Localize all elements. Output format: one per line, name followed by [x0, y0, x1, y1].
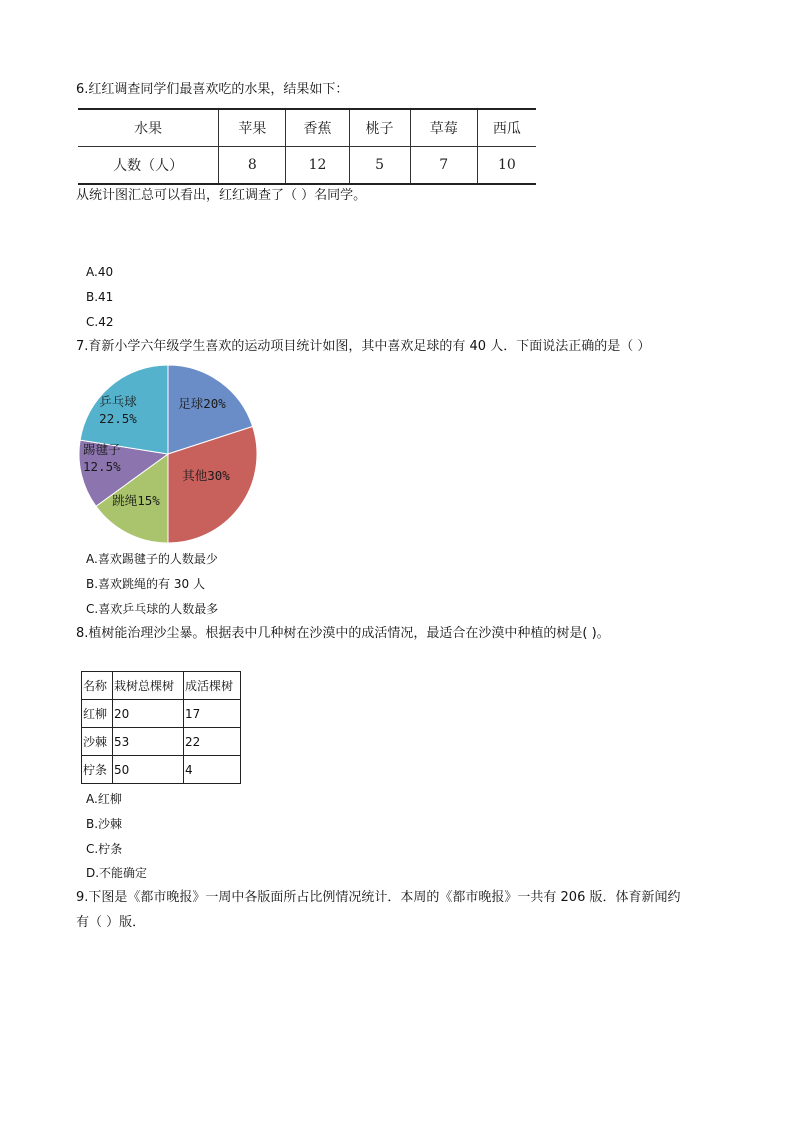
table-row	[82, 728, 241, 756]
q7-stem: 7.育新小学六年级学生喜欢的运动项目统计如图，其中喜欢足球的有 40 人．下面说法正确的是（ ）	[76, 339, 651, 354]
table-cell: 4	[184, 756, 241, 784]
q6-option-a: A.40	[86, 265, 114, 279]
table-header-cell: 西瓜	[477, 109, 536, 147]
pie-label-4: 踢毽子 12.5%	[83, 442, 121, 474]
q6-question: 从统计图汇总可以看出，红红调查了（ ）名同学。	[76, 188, 367, 203]
table-cell: 20	[113, 700, 184, 728]
table-row	[78, 109, 536, 147]
table-cell: 12	[286, 147, 349, 185]
q8-option-a: A.红柳	[86, 792, 122, 806]
table-cell: 红柳	[82, 700, 113, 728]
table-row	[82, 700, 241, 728]
table-cell: 沙棘	[82, 728, 113, 756]
sports-pie-chart	[70, 356, 270, 552]
table-cell: 50	[113, 756, 184, 784]
q6-stem: 6.红红调查同学们最喜欢吃的水果，结果如下：	[76, 82, 349, 97]
q7-option-a: A.喜欢踢毽子的人数最少	[86, 552, 218, 566]
table-cell: 人数（人）	[78, 147, 219, 185]
tree-table	[81, 671, 241, 784]
q9-stem-line2: 有（ ）版．	[76, 915, 146, 930]
table-cell: 53	[113, 728, 184, 756]
q8-option-d: D.不能确定	[86, 866, 148, 880]
pie-label-1: 足球20%	[178, 396, 226, 411]
table-header-cell: 名称	[82, 672, 113, 700]
table-cell: 柠条	[82, 756, 113, 784]
table-cell: 7	[410, 147, 477, 185]
table-header-cell: 草莓	[410, 109, 477, 147]
pie-label-5: 乒乓球 22.5%	[99, 394, 137, 426]
pie-label-3: 跳绳15%	[112, 493, 160, 508]
table-cell: 17	[184, 700, 241, 728]
table-cell: 10	[477, 147, 536, 185]
table-cell: 22	[184, 728, 241, 756]
q9-stem-line1: 9.下图是《都市晚报》一周中各版面所占比例情况统计．本周的《都市晚报》一共有 206 版．体育新闻约	[76, 890, 681, 905]
pie-slice-5	[80, 365, 168, 454]
q7-option-b: B.喜欢跳绳的有 30 人	[86, 577, 205, 591]
q8-option-c: C.柠条	[86, 842, 123, 856]
table-cell: 5	[349, 147, 410, 185]
table-header-cell: 栽树总棵树	[113, 672, 184, 700]
pie-label-2: 其他30%	[182, 468, 230, 483]
table-header-cell: 桃子	[349, 109, 410, 147]
table-header-cell: 成活棵树	[184, 672, 241, 700]
fruit-table	[78, 108, 536, 185]
table-header-cell: 苹果	[219, 109, 286, 147]
table-row	[78, 147, 536, 185]
table-header-cell: 水果	[78, 109, 219, 147]
table-row	[82, 756, 241, 784]
q6-option-b: B.41	[86, 290, 114, 304]
q8-stem: 8.植树能治理沙尘暴。根据表中几种树在沙漠中的成活情况，最适合在沙漠中种植的树是( )。	[76, 626, 610, 641]
q6-option-c: C.42	[86, 315, 114, 329]
table-cell: 8	[219, 147, 286, 185]
table-header-cell: 香蕉	[286, 109, 349, 147]
table-row	[82, 672, 241, 700]
q8-option-b: B.沙棘	[86, 817, 123, 831]
q7-option-c: C.喜欢乒乓球的人数最多	[86, 602, 219, 616]
